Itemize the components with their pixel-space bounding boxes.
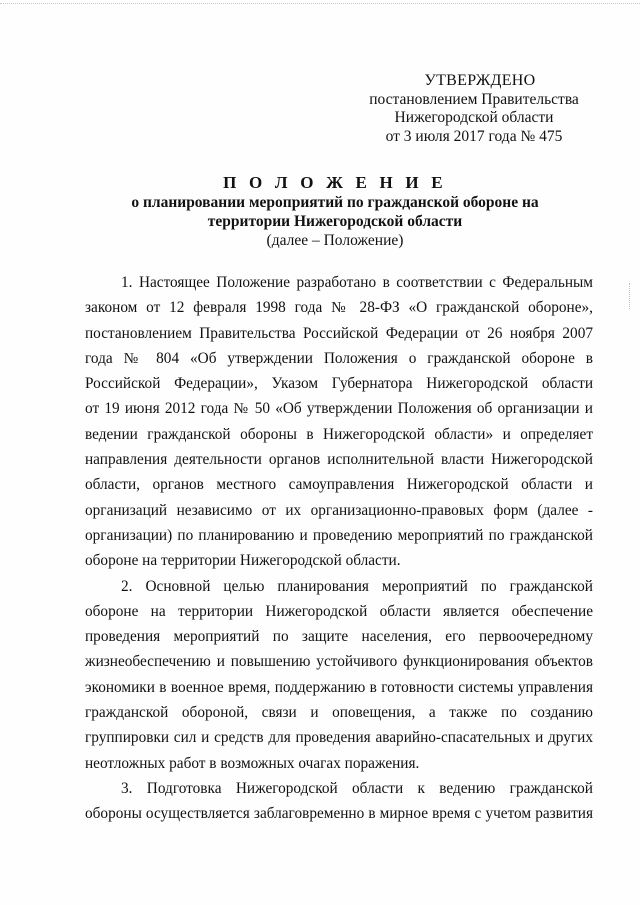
paragraph-2 (85, 574, 593, 776)
paragraph-line: Российской Федерации», Указом Губернатора Нижегородской области (85, 375, 593, 393)
document-title-note: (далее – Положение) (266, 232, 404, 249)
paragraph-line: жизнеобеспечению и повышению устойчивого функционирования объектов (85, 653, 593, 671)
paragraph-line: экономики в военное время, поддержанию в готовности системы управления (85, 678, 593, 696)
paragraph-line: 3. Подготовка Нижегородской области к ведению гражданской (121, 779, 593, 797)
paragraph-line: проведения мероприятий по защите населения, его первоочередному (85, 628, 593, 646)
scan-edge-line (0, 3, 640, 4)
paragraph-line: области, органов местного самоуправления Нижегородской области и (85, 476, 593, 494)
paragraph-line: постановлением Правительства Российской Федерации от 26 ноября 2007 (85, 324, 593, 342)
paragraph-line: организаций независимо от их организационно-правовых форм (далее - (85, 501, 593, 519)
paragraph-line: законом от 12 февраля 1998 года № 28-ФЗ «О гражданской обороне», (85, 299, 593, 317)
paragraph-line: неотложных работ в возможных очагах поражения. (85, 754, 420, 772)
approval-line-4: от 3 июля 2017 года № 475 (385, 127, 563, 145)
document-title-block (110, 172, 560, 250)
scan-edge-mark (629, 283, 632, 309)
paragraph-line: обороне на территории Нижегородской области является обеспечение (85, 602, 593, 620)
approval-line-2: постановлением Правительства (369, 90, 579, 108)
paragraph-line: обороны осуществляется заблаговременно в мирное время с учетом развития (85, 805, 593, 823)
document-subtitle-line-2: территории Нижегородской области (207, 213, 463, 230)
paragraph-line: 1. Настоящее Положение разработано в соответствии с Федеральным (121, 274, 593, 291)
paragraph-line: гражданской обороной, связи и оповещения, а также по созданию (85, 704, 593, 722)
approval-word: УТВЕРЖДЕНО (424, 72, 536, 89)
paragraph-line: группировки сил и средств для проведения аварийно-спасательных и других (85, 729, 593, 747)
document-subtitle-line-1: о планировании мероприятий по гражданской обороне на (131, 194, 539, 211)
paragraph-3 (85, 776, 593, 827)
paragraph-line: ведении гражданской обороны в Нижегородской области» и определяет (85, 425, 593, 443)
paragraph-line: направления деятельности органов исполнительной власти Нижегородской (85, 451, 593, 469)
paragraph-line: года № 804 «Об утверждении Положения о гражданской обороне в (85, 349, 593, 367)
document-body (85, 270, 593, 827)
paragraph-line: организации) по планированию и проведению мероприятий по гражданской (85, 526, 593, 544)
paragraph-1 (85, 270, 593, 574)
paragraph-line: обороне на территории Нижегородской области. (85, 552, 401, 570)
paragraph-line: 2. Основной целью планирования мероприятий по гражданской (121, 577, 593, 595)
approval-line-3: Нижегородской области (394, 109, 554, 126)
paragraph-line: от 19 июня 2012 года № 50 «Об утверждении Положения об организации и (85, 400, 593, 418)
approval-stamp-block (360, 72, 588, 146)
document-title: П О Л О Ж Е Н И Е (223, 173, 447, 192)
